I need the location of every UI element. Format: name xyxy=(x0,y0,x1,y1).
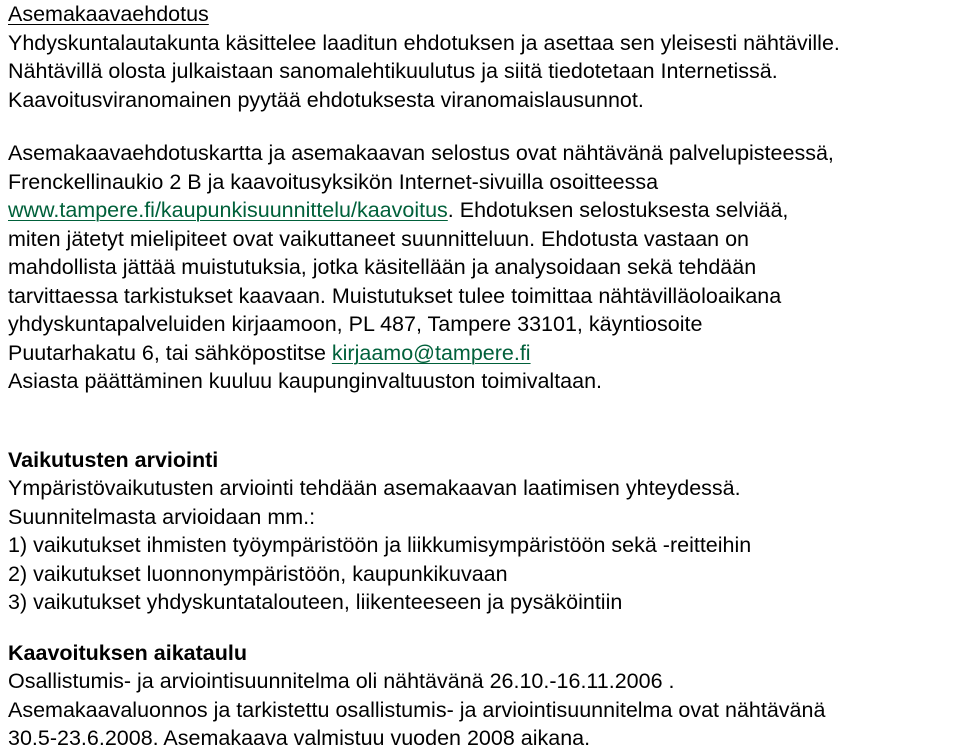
paragraph-line: Yhdyskuntalautakunta käsittelee laaditun ehdotuksen ja asettaa sen yleisesti nähtäville. xyxy=(8,30,840,55)
paragraph-line: 30.5-23.6.2008. Asemakaava valmistuu vuoden 2008 aikana. xyxy=(8,726,591,750)
paragraph-line: Asemakaavaehdotuskartta ja asemakaavan selostus ovat nähtävänä palvelupisteessä, xyxy=(8,141,834,165)
kaavoitus-website-link[interactable]: www.tampere.fi/kaupunkisuunnittelu/kaavoitus xyxy=(8,198,448,222)
email-leading-text: Puutarhakatu 6, tai sähköpostitse xyxy=(8,340,332,365)
list-item: 3) vaikutukset yhdyskuntatalouteen, liikenteeseen ja pysäköintiin xyxy=(8,590,623,614)
heading-asemakaavaehdotus: Asemakaavaehdotus xyxy=(8,2,209,26)
section-nahtavilla xyxy=(8,139,960,396)
spacer xyxy=(8,617,960,639)
heading-vaikutusten-arviointi: Vaikutusten arviointi xyxy=(8,447,219,472)
section-vaikutusten-arviointi xyxy=(8,446,960,617)
paragraph-line-with-email xyxy=(8,339,960,368)
paragraph-line: tarvittaessa tarkistukset kaavaan. Muistutukset tulee toimittaa nähtävilläoloaikana xyxy=(8,283,782,308)
link-trailing-text: . Ehdotuksen selostuksesta selviää, xyxy=(447,198,789,222)
paragraph-line: yhdyskuntapalveluiden kirjaamoon, PL 487, Tampere 33101, käyntiosoite xyxy=(8,312,703,336)
paragraph-line: miten jätetyt mielipiteet ovat vaikuttaneet suunnitteluun. Ehdotusta vastaan on xyxy=(8,226,750,251)
paragraph-line: Osallistumis- ja arviointisuunnitelma oli nähtävänä 26.10.-16.11.2006 . xyxy=(8,669,675,693)
paragraph-line: mahdollista jättää muistutuksia, jotka käsitellään ja analysoidaan sekä tehdään xyxy=(8,255,757,279)
list-item: 2) vaikutukset luonnonympäristöön, kaupunkikuvaan xyxy=(8,561,508,586)
spacer xyxy=(8,114,960,139)
paragraph-line-with-link xyxy=(8,196,960,225)
list-item: 1) vaikutukset ihmisten työympäristöön ja liikkumisympäristöön sekä -reitteihin xyxy=(8,533,752,557)
paragraph-line: Suunnitelmasta arvioidaan mm.: xyxy=(8,504,316,529)
paragraph-line: Ympäristövaikutusten arviointi tehdään asemakaavan laatimisen yhteydessä. xyxy=(8,476,741,500)
paragraph-line: Kaavoitusviranomainen pyytää ehdotuksesta viranomaislausunnot. xyxy=(8,87,644,112)
kirjaamo-email-link[interactable]: kirjaamo@tampere.fi xyxy=(331,340,531,365)
paragraph-line: Nähtävillä olosta julkaistaan sanomalehtikuulutus ja siitä tiedotetaan Internetissä. xyxy=(8,59,778,83)
paragraph-line: Asiasta päättäminen kuuluu kaupunginvaltuuston toimivaltaan. xyxy=(8,369,603,393)
spacer xyxy=(8,396,960,446)
paragraph-line: Asemakaavaluonnos ja tarkistettu osallistumis- ja arviointisuunnitelma ovat nähtävänä xyxy=(8,697,826,722)
heading-kaavoituksen-aikataulu: Kaavoituksen aikataulu xyxy=(8,640,247,665)
section-asemakaavaehdotus xyxy=(8,0,960,114)
paragraph-line: Frenckellinaukio 2 B ja kaavoitusyksikön Internet-sivuilla osoitteessa xyxy=(8,169,659,194)
section-kaavoituksen-aikataulu xyxy=(8,639,960,753)
